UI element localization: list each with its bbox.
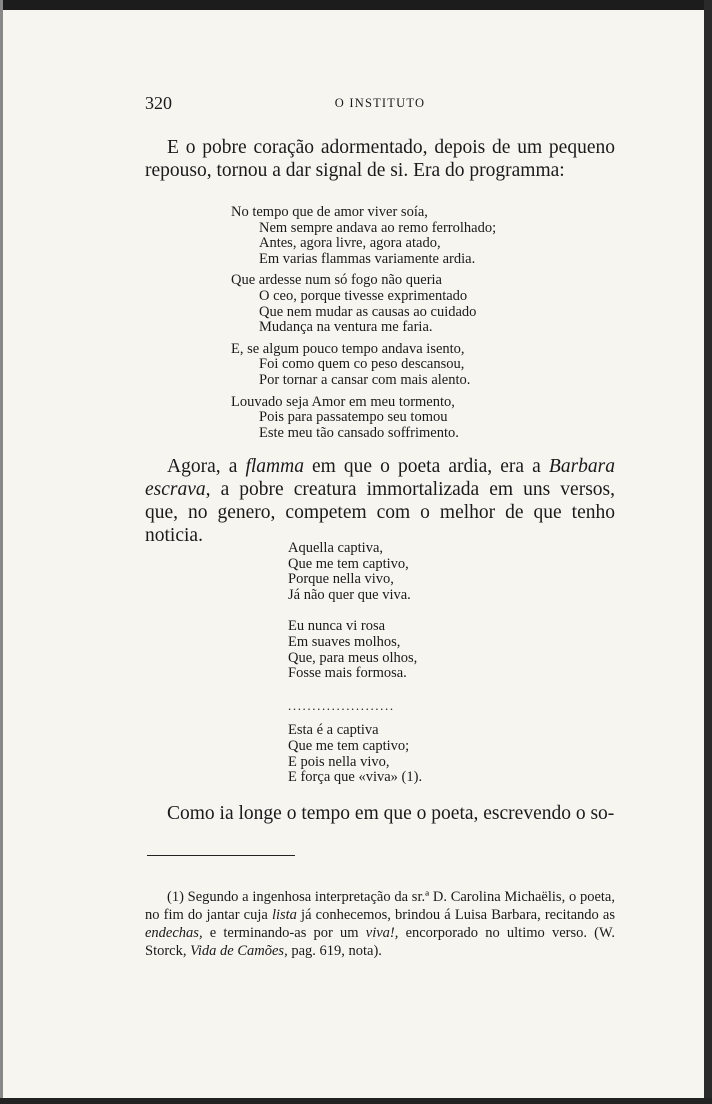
- paragraph-closing: [145, 802, 615, 825]
- sonnet-tercet-2: [231, 395, 496, 442]
- verse-line: Fosse mais formosa.: [288, 665, 407, 682]
- verse-line: Que ardesse num só fogo não queria: [231, 272, 442, 289]
- verse-line: Nem sempre andava ao remo ferrolhado;: [259, 219, 497, 236]
- text-run-italic: Barbara escrava,: [145, 456, 615, 500]
- text-run: pag. 619, nota).: [287, 943, 382, 959]
- text-run: encorporado no ultimo verso. (W. Storck,: [145, 925, 615, 959]
- footnote: [145, 888, 615, 960]
- verse-line: Porque nella vivo,: [288, 571, 394, 588]
- verse-line: Louvado seja Amor em meu tormento,: [231, 393, 455, 410]
- paragraph-barbara-text: [145, 455, 615, 547]
- verse-line: E força que «viva» (1).: [288, 769, 423, 786]
- verse-line: Em varias flammas variamente ardia.: [259, 250, 476, 267]
- poem-stanza-3: [288, 723, 422, 785]
- verse-line: Que, para meus olhos,: [288, 649, 418, 666]
- verse-line: Eu nunca vi rosa: [288, 618, 386, 635]
- verse-line: O ceo, porque tivesse exprimentado: [259, 287, 468, 304]
- footnote-divider: [147, 855, 295, 856]
- text-run-italic: lista: [271, 907, 297, 923]
- text-run-italic: flamma: [245, 456, 304, 477]
- endechas-poem: [288, 541, 422, 802]
- verse-line: Em suaves molhos,: [288, 633, 401, 650]
- verse-line: Foi como quem co peso descansou,: [259, 356, 465, 373]
- paragraph-barbara: [145, 455, 615, 547]
- poem-stanza-1: [288, 541, 422, 603]
- verse-line: E, se algum pouco tempo andava isento,: [231, 340, 465, 357]
- footnote-text: [145, 888, 615, 960]
- paragraph-intro-text: E o pobre coração adormentado, depois de um pequeno repouso, tornou a dar signal de si. Era do programma:: [145, 137, 615, 181]
- sonnet-tercet-1: [231, 342, 496, 389]
- verse-line: Por tornar a cansar com mais alento.: [259, 371, 471, 388]
- poem-stanza-2: [288, 619, 422, 681]
- sonnet: [231, 205, 496, 447]
- verse-line: Aquella captiva,: [288, 540, 384, 556]
- verse-line: Pois para passatempo seu tomou: [259, 409, 448, 426]
- verse-line: Já não quer que viva.: [288, 586, 411, 603]
- verse-line: E pois nella vivo,: [288, 753, 390, 770]
- text-run-italic: Vida de Camões,: [190, 943, 288, 959]
- page-header: [145, 93, 615, 115]
- sonnet-quatrain-1: [231, 205, 496, 267]
- text-run: Agora, a: [167, 456, 246, 477]
- verse-line: Que nem mudar as causas ao cuidado: [259, 303, 477, 320]
- sonnet-quatrain-2: [231, 273, 496, 335]
- page-number: 320: [145, 93, 172, 113]
- paragraph-intro: [145, 136, 615, 182]
- text-run: (1) Segundo a ingenhosa interpretação da sr.ª D. Carolina Michaëlis, o poeta, no fim do jantar cuja: [145, 889, 615, 923]
- text-run: a pobre creatura immortalizada em uns versos, que, no genero, competem com o melhor de que tenho noticia.: [145, 479, 615, 546]
- verse-line: Este meu tão cansado soffrimento.: [259, 424, 459, 441]
- text-run-italic: endechas,: [145, 925, 203, 941]
- verse-line: No tempo que de amor viver soía,: [231, 204, 428, 220]
- ellipsis-separator: ......................: [288, 697, 395, 713]
- verse-line: Esta é a captiva: [288, 722, 379, 739]
- running-title: O INSTITUTO: [334, 96, 426, 110]
- text-run: e terminando-as por um: [202, 925, 366, 941]
- verse-line: Que me tem captivo;: [288, 737, 410, 754]
- paragraph-closing-text: Como ia longe o tempo em que o poeta, escrevendo o so-: [167, 803, 615, 824]
- verse-line: Mudança na ventura me faria.: [259, 319, 433, 336]
- text-run-italic: viva!,: [365, 925, 399, 941]
- text-run: em que o poeta ardia, era a: [303, 456, 549, 477]
- verse-line: Antes, agora livre, agora atado,: [259, 235, 441, 252]
- verse-line: Que me tem captivo,: [288, 555, 409, 572]
- text-run: já conhecemos, brindou á Luisa Barbara, recitando as: [296, 907, 615, 923]
